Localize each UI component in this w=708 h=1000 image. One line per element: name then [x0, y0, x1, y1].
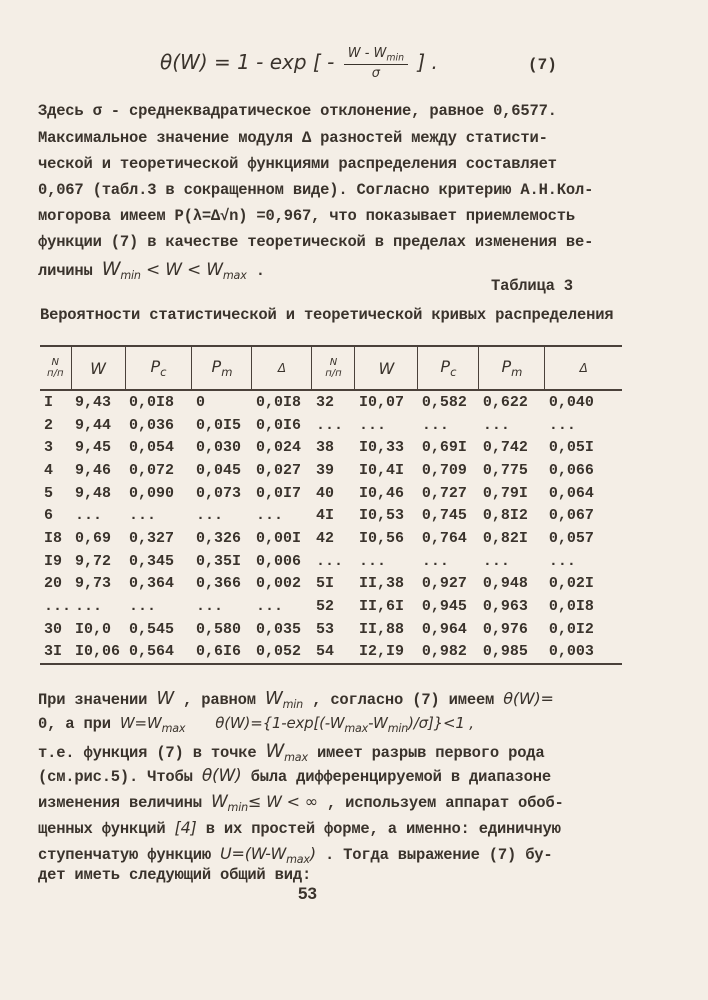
formula-lhs: θ(W) = 1 - exp [160, 50, 307, 75]
paragraph2-line [38, 740, 545, 764]
math-sub: max [222, 268, 247, 282]
text: изменения величины [38, 794, 211, 812]
table-cell: 0,024 [255, 439, 301, 457]
table-cell: 0,0I7 [255, 484, 301, 502]
table-cell: 0,067 [548, 507, 594, 525]
table-cell: 3 [44, 439, 54, 457]
header-text: N [51, 357, 59, 368]
table-cell: ... [129, 598, 157, 616]
paragraph2-line [38, 844, 553, 866]
table-cell: 9,73 [75, 575, 112, 593]
table-cell: 0,057 [548, 529, 594, 547]
table-cell: 0,945 [421, 598, 467, 616]
table-cell: 5 [44, 484, 54, 502]
table-cell: ... [421, 552, 449, 570]
table-row [40, 595, 622, 618]
table-cell: 0,040 [548, 393, 594, 411]
header-sub: m [221, 365, 233, 380]
math-sub: min [282, 697, 304, 711]
math: W [156, 688, 174, 709]
table-cell: I0,0 [75, 620, 112, 638]
table-cell: 0,006 [255, 552, 301, 570]
header-delta [545, 346, 622, 390]
math: -W [368, 714, 388, 732]
table-cell: 5I [315, 575, 334, 593]
table-cell: ... [548, 416, 576, 434]
header-delta [252, 346, 312, 390]
table-cell: 0,326 [195, 529, 241, 547]
table-cell: I0,46 [358, 484, 404, 502]
table-cell: 0,052 [252, 641, 312, 665]
table-cell: 0,745 [421, 507, 467, 525]
table-cell: 0,985 [479, 641, 545, 665]
table-cell: 9,43 [75, 393, 112, 411]
math: W [210, 792, 228, 812]
table-cell: ... [482, 552, 510, 570]
table-cell: 0,622 [482, 393, 528, 411]
table-cell: 0,00I [255, 529, 301, 547]
header-sub: c [450, 365, 457, 380]
header-w [355, 346, 418, 390]
paragraph2-line [38, 792, 564, 814]
header-n [312, 346, 355, 390]
table-cell: ... [255, 507, 283, 525]
text: ступенчатую функцию [38, 846, 221, 864]
table-cell: 9,45 [75, 439, 112, 457]
table-row [40, 482, 622, 505]
text: дет иметь следующий общий вид: [38, 866, 312, 884]
table-cell: 53 [315, 620, 334, 638]
math: θ(W) [201, 766, 242, 786]
math-inequality: < W < W [140, 260, 223, 280]
table-row [40, 527, 622, 550]
equation-number: (7) [528, 56, 557, 74]
table-cell: 0,764 [421, 529, 467, 547]
math: ≤ W < ∞ [248, 792, 318, 811]
table-row [40, 641, 622, 665]
table-cell: 0,036 [129, 416, 175, 434]
table-cell: I0,06 [71, 641, 125, 665]
table-cell: 0,066 [548, 461, 594, 479]
table-cell: 0,0I8 [548, 598, 594, 616]
text: щенных функций [38, 820, 175, 838]
paragraph2-line [38, 866, 311, 884]
table-cell: ... [548, 552, 576, 570]
table-cell: 6 [44, 507, 54, 525]
text: . Тогда выражение (7) бу- [315, 846, 553, 864]
text: При значении [38, 691, 157, 709]
math-sub: min [227, 800, 248, 814]
formula-tail: . [431, 50, 438, 75]
table-cell: I0,53 [358, 507, 404, 525]
table-cell: 0,002 [255, 575, 301, 593]
table-cell: 0,727 [421, 484, 467, 502]
table-cell: 0,82I [482, 529, 528, 547]
table-cell: I8 [44, 529, 63, 547]
table-cell: ... [75, 598, 103, 616]
table-cell: ... [482, 416, 510, 434]
math-sub: max [344, 721, 369, 735]
table-cell: 0,0I5 [195, 416, 241, 434]
table-cell: II,88 [358, 620, 404, 638]
formula-fraction [344, 46, 408, 81]
text: 0, а при [38, 715, 120, 733]
table-cell: 0,073 [195, 484, 241, 502]
table-cell: 0,035 [255, 620, 301, 638]
table-cell: 9,44 [75, 416, 112, 434]
table-cell: 32 [315, 393, 334, 411]
table-cell: I2,I9 [355, 641, 418, 665]
table-cell: 0,564 [125, 641, 192, 665]
math-w: W [101, 258, 121, 280]
table-cell: 0,0I6 [255, 416, 301, 434]
text: т.е. функция (7) в точке [38, 744, 266, 762]
table-cell: 4 [44, 461, 54, 479]
table-cell: ... [358, 416, 386, 434]
table-cell: 0,8I2 [482, 507, 528, 525]
header-text: W [90, 358, 106, 378]
table-cell: 0,545 [129, 620, 175, 638]
table-cell: I0,4I [358, 461, 404, 479]
header-pm [479, 346, 545, 390]
table-cell: 0,742 [482, 439, 528, 457]
table-cell: 0,582 [421, 393, 467, 411]
table-cell: 0,963 [482, 598, 528, 616]
table-cell: 0,6I6 [192, 641, 252, 665]
table-cell: 0,69 [75, 529, 112, 547]
text: была дифференцируемой в диапазоне [241, 768, 551, 786]
table-cell: ... [75, 507, 103, 525]
paragraph2-line [38, 766, 551, 786]
formula-denominator: σ [371, 66, 380, 82]
formula-bracket-open: [ - [312, 50, 335, 75]
header-text: п/п [47, 368, 64, 379]
math: W [265, 740, 285, 762]
table-cell: 0,366 [195, 575, 241, 593]
table-cell: 3I [40, 641, 71, 665]
table-cell: 0,364 [129, 575, 175, 593]
header-pc [418, 346, 479, 390]
table-cell: II,38 [358, 575, 404, 593]
table-cell: I0,07 [358, 393, 404, 411]
math: ) [309, 844, 316, 863]
text: , согласно (7) имеем [303, 691, 504, 709]
table-cell: I9 [44, 552, 63, 570]
table-cell: I [44, 393, 54, 411]
table-cell: ... [315, 416, 343, 434]
table-caption: Вероятности статистической и теоретической кривых распределения [40, 306, 614, 324]
table-cell: ... [358, 552, 386, 570]
header-sub: m [511, 365, 523, 380]
formula-bracket-close: ] [417, 50, 426, 75]
math-sub: min [120, 268, 141, 282]
table-cell: 0,064 [548, 484, 594, 502]
paragraph1-line: Здесь σ - среднеквадратическое отклонение, равное 0,6577. [38, 102, 557, 120]
table-cell: ... [315, 552, 343, 570]
formula-numerator: W - W [347, 46, 387, 61]
table-cell: 0,927 [421, 575, 467, 593]
table-cell: 9,72 [75, 552, 112, 570]
header-text: п/п [325, 368, 342, 379]
reference-4: [4] [174, 818, 197, 837]
math: W=W [119, 714, 162, 732]
math-sub: max [286, 852, 310, 866]
table-cell: I0,33 [358, 439, 404, 457]
table-row [40, 390, 622, 414]
table-cell: ... [255, 598, 283, 616]
formula-numerator-sub: min [386, 52, 404, 64]
table-cell: II,6I [358, 598, 404, 616]
table-cell: ... [421, 416, 449, 434]
table-body [40, 390, 622, 664]
table-cell: 0,982 [418, 641, 479, 665]
header-w [71, 346, 125, 390]
table-cell: 0,580 [195, 620, 241, 638]
table-cell: 0,964 [421, 620, 467, 638]
table-cell: 0,0I8 [255, 393, 301, 411]
table-row [40, 573, 622, 596]
math: W [264, 688, 283, 709]
table-3 [40, 345, 622, 665]
table-cell: 0,054 [129, 439, 175, 457]
table-cell: ... [195, 598, 223, 616]
paragraph1-line: ческой и теоретической функциями распределения составляет [38, 155, 557, 173]
table-cell: ... [195, 507, 223, 525]
header-n [40, 346, 71, 390]
table-row [40, 414, 622, 437]
table-cell: 2 [44, 416, 54, 434]
math: θ(W)= [503, 689, 554, 708]
table-cell: 0,709 [421, 461, 467, 479]
table-cell: 38 [315, 439, 334, 457]
table-cell: 9,48 [75, 484, 112, 502]
text: личины [38, 262, 102, 280]
table-cell: 0,976 [482, 620, 528, 638]
text: (см.рис.5). Чтобы [38, 768, 202, 786]
header-text: Δ [277, 361, 287, 375]
text: имеет разрыв первого рода [307, 744, 545, 762]
formula-7 [160, 46, 438, 81]
text: , равном [173, 691, 265, 709]
paragraph1-last-line [38, 258, 265, 282]
table-cell: ... [44, 598, 72, 616]
table-cell: 0,327 [129, 529, 175, 547]
table-cell: 0,045 [195, 461, 241, 479]
table-row [40, 504, 622, 527]
table-row [40, 459, 622, 482]
table-cell: 0,090 [129, 484, 175, 502]
math-sub: max [161, 721, 186, 735]
table-cell: 0,027 [255, 461, 301, 479]
table-cell: 0 [195, 393, 205, 411]
paragraph1-line: Максимальное значение модуля Δ разностей между статисти- [38, 129, 548, 147]
header-sub: c [160, 365, 167, 380]
table-cell: 0,69I [421, 439, 467, 457]
table-cell: 54 [312, 641, 355, 665]
text: в их простей форме, а именно: единичную [196, 820, 561, 838]
text: . [246, 262, 265, 280]
table-row [40, 550, 622, 573]
header-text: W [378, 358, 395, 378]
table-cell: 39 [315, 461, 334, 479]
header-text: P [440, 356, 451, 376]
table-cell: 0,79I [482, 484, 528, 502]
header-text: P [150, 356, 161, 376]
header-text: P [211, 356, 222, 376]
table-cell: 4I [315, 507, 334, 525]
table-cell: 40 [315, 484, 334, 502]
table-cell: 0,0I2 [548, 620, 594, 638]
table-cell: 0,003 [545, 641, 622, 665]
table-cell: 0,072 [129, 461, 175, 479]
table-cell: 0,0I8 [129, 393, 175, 411]
header-pc [125, 346, 192, 390]
math-sub: max [284, 750, 308, 764]
paragraph2-line [38, 818, 561, 838]
table-cell: 0,030 [195, 439, 241, 457]
table-row [40, 618, 622, 641]
header-pm [192, 346, 252, 390]
header-text: N [329, 357, 338, 368]
table-cell: 52 [315, 598, 334, 616]
header-text: P [501, 356, 512, 376]
paragraph1-line: 0,067 (табл.3 в сокращенном виде). Согласно критерию А.Н.Кол- [38, 181, 594, 199]
table-cell: 9,46 [75, 461, 112, 479]
math: U=(W-W [220, 844, 287, 863]
table-row [40, 436, 622, 459]
text: , используем аппарат обоб- [317, 794, 564, 812]
table-cell: 0,775 [482, 461, 528, 479]
table-cell: 0,948 [482, 575, 528, 593]
table-cell: 42 [315, 529, 334, 547]
paragraph2-line [38, 714, 474, 735]
math: θ(W)={1-exp[(-W [215, 714, 345, 732]
header-text: Δ [579, 361, 588, 375]
paragraph2-line [38, 688, 554, 711]
table-header-row [40, 346, 622, 390]
math: )/σ]}<1 , [408, 714, 474, 732]
math-sub: min [387, 721, 409, 735]
table-cell: I0,56 [358, 529, 404, 547]
table-cell: ... [129, 507, 157, 525]
table-label: Таблица 3 [491, 277, 573, 295]
table-cell: 0,02I [548, 575, 594, 593]
table-cell: 0,345 [129, 552, 175, 570]
table-cell: 20 [44, 575, 63, 593]
paragraph1-line: могорова имеем P(λ=Δ√n) =0,967, что показывает приемлемость [38, 207, 575, 225]
page-number: 53 [298, 884, 317, 903]
table-cell: 30 [44, 620, 63, 638]
paragraph1-line: функции (7) в качестве теоретической в пределах изменения ве- [38, 233, 594, 251]
table-cell: 0,35I [195, 552, 241, 570]
table-cell: 0,05I [548, 439, 594, 457]
